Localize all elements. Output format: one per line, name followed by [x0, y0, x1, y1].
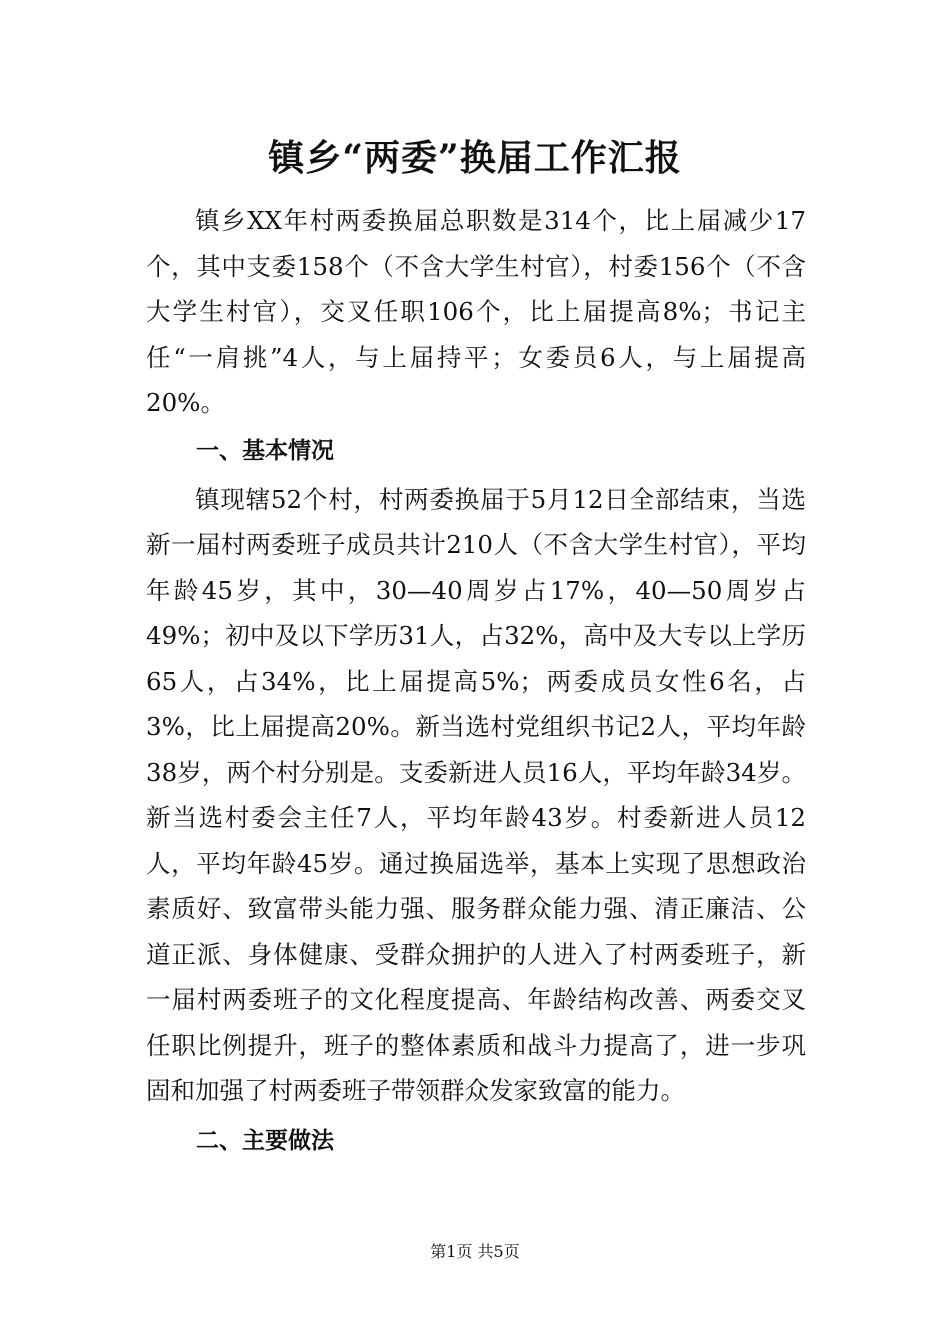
page-number-footer: 第1页 共5页	[430, 1242, 520, 1261]
intro-paragraph: 镇乡XX年村两委换届总职数是314个，比上届减少17个，其中支委158个（不含大学生村官），村委156个（不含大学生村官），交叉任职106个，比上届提高8%；书记主任“一肩挑”4人，与上届持平；女委员6人，与上届提高20%。	[146, 206, 806, 417]
document-body	[146, 198, 806, 1167]
section-heading-main-practices: 二、主要做法	[196, 1127, 334, 1154]
section-heading-basic-situation: 一、基本情况	[196, 437, 334, 464]
document-title: 镇乡“两委”换届工作汇报	[268, 137, 682, 179]
basic-situation-paragraph: 镇现辖52个村，村两委换届于5月12日全部结束，当选新一届村两委班子成员共计210人（不含大学生村官），平均年龄45岁，其中，30—40周岁占17%，40—50周岁占49%；初中及以下学历31人，占32%，高中及大专以上学历65人，占34%，比上届提高5%；两委成员女性6名，占3%，比上届提高20%。新当选村党组织书记2人，平均年龄38岁，两个村分别是。支委新进人员16人，平均年龄34岁。新当选村委会主任7人，平均年龄43岁。村委新进人员12人，平均年龄45岁。通过换届选举，基本上实现了思想政治素质好、致富带头能力强、服务群众能力强、清正廉洁、公道正派、身体健康、受群众拥护的人进入了村两委班子，新一届村两委班子的文化程度提高、年龄结构改善、两委交叉任职比例提升，班子的整体素质和战斗力提高了，进一步巩固和加强了村两委班子带领群众发家致富的能力。	[146, 484, 806, 1105]
